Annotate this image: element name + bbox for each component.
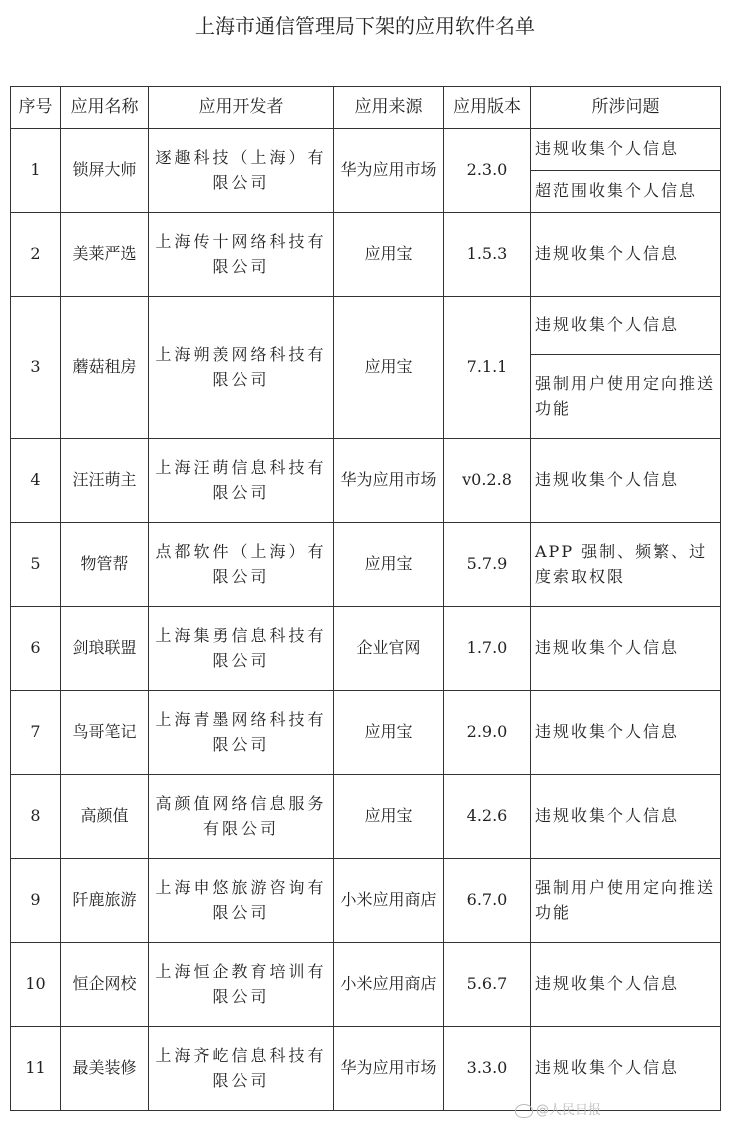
row-no: 10 <box>11 943 61 1027</box>
app-list-table <box>10 86 721 1111</box>
row-developer: 点都软件（上海）有限公司 <box>149 523 334 607</box>
row-developer: 上海齐屹信息科技有限公司 <box>149 1027 334 1111</box>
row-version: 5.7.9 <box>444 523 531 607</box>
row-source: 小米应用商店 <box>334 859 444 943</box>
row-app-name: 恒企网校 <box>61 943 149 1027</box>
row-issue: 违规收集个人信息 <box>531 297 721 355</box>
row-no: 3 <box>11 297 61 439</box>
table-row <box>11 775 721 859</box>
row-source: 华为应用市场 <box>334 1027 444 1111</box>
weibo-icon <box>515 1104 533 1118</box>
row-version: 4.2.6 <box>444 775 531 859</box>
row-issue: 强制用户使用定向推送功能 <box>531 355 721 439</box>
row-developer: 逐趣科技（上海）有限公司 <box>149 129 334 213</box>
row-version: 2.3.0 <box>444 129 531 213</box>
header-source: 应用来源 <box>334 87 444 129</box>
row-developer: 上海恒企教育培训有限公司 <box>149 943 334 1027</box>
header-version: 应用版本 <box>444 87 531 129</box>
row-source: 应用宝 <box>334 691 444 775</box>
row-source: 应用宝 <box>334 213 444 297</box>
row-no: 9 <box>11 859 61 943</box>
row-source: 华为应用市场 <box>334 129 444 213</box>
row-version: 6.7.0 <box>444 859 531 943</box>
row-developer: 上海申悠旅游咨询有限公司 <box>149 859 334 943</box>
row-issue: 违规收集个人信息 <box>531 129 721 171</box>
row-version: 1.7.0 <box>444 607 531 691</box>
watermark <box>515 1099 601 1118</box>
header-issues: 所涉问题 <box>531 87 721 129</box>
table-row <box>11 129 721 171</box>
row-developer: 上海朔羡网络科技有限公司 <box>149 297 334 439</box>
row-source: 应用宝 <box>334 297 444 439</box>
row-developer: 上海集勇信息科技有限公司 <box>149 607 334 691</box>
table-row <box>11 607 721 691</box>
row-app-name: 剑琅联盟 <box>61 607 149 691</box>
row-source: 小米应用商店 <box>334 943 444 1027</box>
row-source: 华为应用市场 <box>334 439 444 523</box>
header-developer: 应用开发者 <box>149 87 334 129</box>
row-version: 7.1.1 <box>444 297 531 439</box>
table-row <box>11 1027 721 1111</box>
row-source: 企业官网 <box>334 607 444 691</box>
row-app-name: 物管帮 <box>61 523 149 607</box>
row-issue: 违规收集个人信息 <box>531 607 721 691</box>
table-row <box>11 297 721 355</box>
row-app-name: 最美装修 <box>61 1027 149 1111</box>
row-developer: 上海汪萌信息科技有限公司 <box>149 439 334 523</box>
row-issue: 违规收集个人信息 <box>531 943 721 1027</box>
row-issue: 超范围收集个人信息 <box>531 171 721 213</box>
row-issue: 违规收集个人信息 <box>531 775 721 859</box>
row-issue: 违规收集个人信息 <box>531 213 721 297</box>
row-app-name: 美莱严选 <box>61 213 149 297</box>
row-version: 1.5.3 <box>444 213 531 297</box>
row-source: 应用宝 <box>334 775 444 859</box>
row-developer: 高颜值网络信息服务有限公司 <box>149 775 334 859</box>
header-no: 序号 <box>11 87 61 129</box>
page-title: 上海市通信管理局下架的应用软件名单 <box>195 14 535 38</box>
row-app-name: 阡鹿旅游 <box>61 859 149 943</box>
row-no: 2 <box>11 213 61 297</box>
row-issue: 违规收集个人信息 <box>531 1027 721 1111</box>
row-version: 2.9.0 <box>444 691 531 775</box>
row-app-name: 锁屏大师 <box>61 129 149 213</box>
row-developer: 上海传十网络科技有限公司 <box>149 213 334 297</box>
row-version: v0.2.8 <box>444 439 531 523</box>
watermark-text: @人民日报 <box>536 1103 602 1118</box>
header-app-name: 应用名称 <box>61 87 149 129</box>
row-no: 11 <box>11 1027 61 1111</box>
row-version: 3.3.0 <box>444 1027 531 1111</box>
row-no: 8 <box>11 775 61 859</box>
row-issue: 强制用户使用定向推送功能 <box>531 859 721 943</box>
table-row <box>11 691 721 775</box>
row-issue: 违规收集个人信息 <box>531 691 721 775</box>
row-app-name: 鸟哥笔记 <box>61 691 149 775</box>
row-no: 5 <box>11 523 61 607</box>
row-no: 1 <box>11 129 61 213</box>
row-issue: APP 强制、频繁、过度索取权限 <box>531 523 721 607</box>
table-row <box>11 859 721 943</box>
row-no: 4 <box>11 439 61 523</box>
row-no: 6 <box>11 607 61 691</box>
row-version: 5.6.7 <box>444 943 531 1027</box>
row-source: 应用宝 <box>334 523 444 607</box>
row-app-name: 汪汪萌主 <box>61 439 149 523</box>
row-no: 7 <box>11 691 61 775</box>
table-row <box>11 943 721 1027</box>
table-row <box>11 213 721 297</box>
header-row <box>11 87 721 129</box>
row-app-name: 高颜值 <box>61 775 149 859</box>
row-developer: 上海青墨网络科技有限公司 <box>149 691 334 775</box>
table-row <box>11 523 721 607</box>
row-issue: 违规收集个人信息 <box>531 439 721 523</box>
row-app-name: 蘑菇租房 <box>61 297 149 439</box>
table-row <box>11 439 721 523</box>
